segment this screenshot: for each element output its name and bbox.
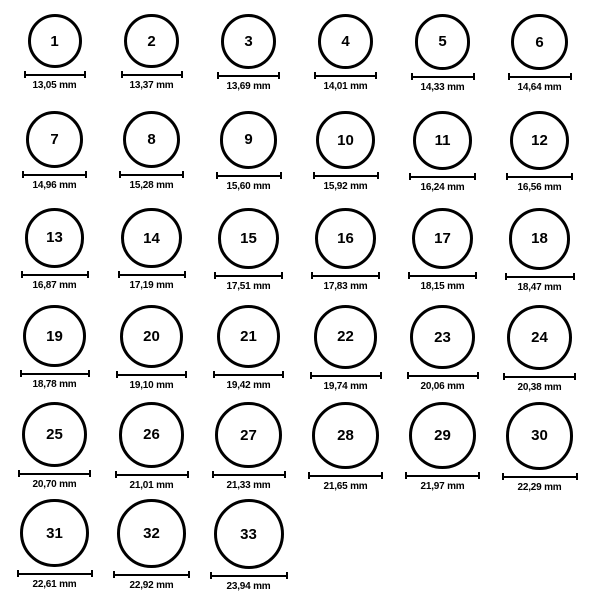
ring-size-cell (103, 402, 200, 499)
diameter-label: 18,78 mm (32, 379, 77, 391)
dimension-span-icon (314, 75, 377, 77)
ring-size-number: 22 (337, 328, 354, 346)
diameter-dimension (313, 172, 379, 192)
dimension-tick-right-icon (280, 172, 282, 179)
ring-circle (215, 402, 281, 468)
diameter-dimension (21, 271, 89, 291)
dimension-line (308, 472, 383, 479)
dimension-span-icon (506, 176, 573, 178)
dimension-span-icon (407, 375, 479, 377)
ring-size-cell (394, 14, 491, 111)
ring-size-row (6, 499, 594, 596)
diameter-label: 13,69 mm (226, 80, 271, 92)
diameter-dimension (116, 371, 187, 391)
ring-size-number: 32 (143, 524, 160, 542)
ring-size-cell (297, 111, 394, 208)
ring-size-cell (297, 305, 394, 402)
ring-circle (124, 14, 178, 68)
diameter-label: 16,87 mm (32, 279, 77, 291)
dimension-span-icon (213, 374, 284, 376)
dimension-line (212, 471, 286, 478)
diameter-label: 21,01 mm (129, 479, 174, 491)
ring-size-cell (200, 208, 297, 305)
ring-size-number: 20 (143, 327, 160, 345)
diameter-dimension (408, 272, 477, 292)
dimension-line (17, 570, 93, 577)
diameter-label: 19,10 mm (129, 379, 174, 391)
ring-circle (315, 208, 376, 269)
ring-size-cell (491, 14, 588, 111)
dimension-tick-right-icon (284, 471, 286, 478)
ring-circle (25, 208, 85, 268)
diameter-dimension (212, 471, 286, 491)
dimension-tick-right-icon (89, 470, 91, 477)
dimension-span-icon (119, 174, 184, 176)
ring-size-number: 24 (531, 328, 548, 346)
ring-size-cell (297, 208, 394, 305)
diameter-label: 17,19 mm (129, 280, 174, 292)
dimension-tick-right-icon (282, 371, 284, 378)
diameter-dimension (505, 273, 575, 293)
ring-size-cell (200, 305, 297, 402)
ring-circle (316, 111, 374, 169)
ring-circle (509, 208, 571, 270)
ring-circle (314, 305, 378, 369)
dimension-tick-right-icon (377, 172, 379, 179)
diameter-dimension (121, 71, 183, 91)
dimension-span-icon (212, 474, 286, 476)
ring-circle (220, 111, 278, 169)
ring-size-number: 21 (240, 328, 257, 346)
dimension-span-icon (115, 474, 189, 476)
ring-size-row (6, 14, 594, 111)
ring-size-cell (394, 305, 491, 402)
ring-size-number: 27 (240, 426, 257, 444)
ring-size-cell (200, 111, 297, 208)
diameter-dimension (310, 372, 382, 392)
dimension-tick-right-icon (286, 572, 288, 579)
dimension-tick-right-icon (381, 472, 383, 479)
dimension-line (113, 571, 190, 578)
diameter-dimension (506, 173, 573, 193)
ring-circle (507, 305, 572, 370)
ring-circle (23, 305, 85, 367)
dimension-tick-right-icon (571, 173, 573, 180)
ring-size-number: 4 (341, 33, 350, 51)
ring-size-cell (394, 111, 491, 208)
dimension-tick-right-icon (375, 72, 377, 79)
ring-circle (119, 402, 185, 468)
ring-size-cell (103, 111, 200, 208)
dimension-span-icon (408, 275, 477, 277)
ring-circle (123, 111, 180, 168)
ring-circle (415, 14, 471, 70)
dimension-tick-right-icon (380, 372, 382, 379)
dimension-line (408, 272, 477, 279)
diameter-label: 23,94 mm (226, 581, 271, 592)
diameter-dimension (411, 73, 475, 93)
dimension-tick-right-icon (87, 271, 89, 278)
ring-size-cell (491, 111, 588, 208)
dimension-line (310, 372, 382, 379)
dimension-span-icon (508, 76, 572, 78)
dimension-span-icon (503, 376, 576, 378)
diameter-label: 18,47 mm (517, 281, 562, 293)
diameter-label: 22,29 mm (517, 481, 562, 493)
ring-circle (218, 208, 279, 269)
ring-size-cell (297, 14, 394, 111)
diameter-dimension (405, 472, 480, 492)
ring-size-cell (491, 305, 588, 402)
ring-size-number: 31 (46, 524, 63, 542)
diameter-dimension (18, 470, 91, 490)
dimension-line (407, 372, 479, 379)
dimension-tick-right-icon (187, 471, 189, 478)
ring-circle (410, 305, 474, 369)
diameter-label: 19,74 mm (323, 380, 368, 392)
dimension-line (24, 71, 86, 78)
dimension-tick-right-icon (188, 571, 190, 578)
diameter-label: 22,61 mm (32, 579, 77, 591)
dimension-span-icon (17, 573, 93, 575)
diameter-label: 15,92 mm (323, 181, 368, 193)
ring-size-row (6, 305, 594, 402)
dimension-span-icon (502, 476, 578, 478)
ring-circle (409, 402, 476, 469)
dimension-tick-right-icon (84, 71, 86, 78)
ring-circle (214, 499, 284, 569)
dimension-line (213, 371, 284, 378)
ring-size-row (6, 402, 594, 499)
ring-circle (511, 14, 567, 70)
ring-size-cell (491, 208, 588, 305)
dimension-line (18, 470, 91, 477)
dimension-span-icon (118, 274, 186, 276)
ring-size-cell (6, 111, 103, 208)
ring-size-cell (103, 499, 200, 596)
ring-size-number: 9 (244, 131, 253, 149)
dimension-line (214, 272, 283, 279)
dimension-line (506, 173, 573, 180)
diameter-label: 18,15 mm (420, 281, 465, 293)
ring-size-cell (200, 402, 297, 499)
diameter-label: 22,92 mm (129, 579, 174, 591)
ring-size-number: 11 (434, 131, 451, 149)
ring-size-cell (200, 14, 297, 111)
ring-circle (28, 14, 82, 68)
ring-size-number: 12 (531, 132, 548, 150)
diameter-label: 21,97 mm (420, 481, 465, 493)
dimension-line (503, 373, 576, 380)
ring-circle (221, 14, 276, 69)
diameter-dimension (113, 571, 190, 591)
dimension-tick-right-icon (475, 272, 477, 279)
ring-size-number: 1 (50, 32, 59, 50)
diameter-label: 20,06 mm (420, 381, 465, 393)
dimension-line (508, 73, 572, 80)
diameter-dimension (508, 73, 572, 93)
diameter-dimension (409, 173, 476, 193)
dimension-line (116, 371, 187, 378)
ring-size-number: 33 (240, 525, 257, 543)
diameter-label: 14,01 mm (323, 81, 368, 93)
ring-size-cell (103, 305, 200, 402)
dimension-span-icon (308, 475, 383, 477)
diameter-label: 15,60 mm (226, 180, 271, 192)
ring-circle (510, 111, 569, 170)
dimension-line (119, 171, 184, 178)
ring-circle (117, 499, 186, 568)
ring-size-number: 26 (143, 426, 160, 444)
dimension-tick-right-icon (181, 71, 183, 78)
dimension-line (505, 273, 575, 280)
dimension-line (210, 572, 288, 579)
dimension-span-icon (18, 473, 91, 475)
ring-size-cell (491, 402, 588, 499)
ring-size-number: 30 (531, 427, 548, 445)
ring-circle (121, 208, 181, 268)
diameter-dimension (24, 71, 86, 91)
ring-size-number: 19 (46, 327, 63, 345)
ring-size-number: 18 (531, 230, 548, 248)
ring-size-number: 13 (46, 229, 63, 247)
dimension-line (216, 172, 282, 179)
dimension-line (118, 271, 186, 278)
dimension-span-icon (405, 475, 480, 477)
ring-size-cell (200, 499, 297, 596)
diameter-label: 13,05 mm (32, 80, 77, 91)
ring-size-number: 17 (434, 230, 451, 248)
diameter-dimension (17, 570, 93, 590)
ring-circle (120, 305, 183, 368)
ring-size-cell (6, 305, 103, 402)
diameter-label: 17,51 mm (226, 280, 271, 292)
ring-size-row (6, 208, 594, 305)
dimension-tick-right-icon (278, 72, 280, 79)
ring-size-number: 29 (434, 427, 451, 445)
diameter-label: 16,56 mm (517, 182, 562, 194)
dimension-span-icon (311, 275, 380, 277)
dimension-line (409, 173, 476, 180)
dimension-tick-right-icon (478, 472, 480, 479)
dimension-tick-right-icon (474, 173, 476, 180)
ring-size-cell (6, 499, 103, 596)
ring-circle (506, 402, 574, 470)
diameter-label: 19,42 mm (226, 380, 271, 392)
dimension-span-icon (116, 374, 187, 376)
ring-circle (412, 208, 473, 269)
ring-size-number: 5 (438, 33, 447, 51)
ring-size-number: 28 (337, 426, 354, 444)
dimension-span-icon (409, 176, 476, 178)
ring-size-number: 16 (337, 230, 354, 247)
dimension-tick-right-icon (477, 372, 479, 379)
dimension-span-icon (217, 75, 280, 77)
ring-size-cell (297, 402, 394, 499)
dimension-line (115, 471, 189, 478)
ring-size-cell (394, 208, 491, 305)
ring-size-row (6, 111, 594, 208)
diameter-dimension (210, 572, 288, 592)
ring-size-number: 25 (46, 426, 63, 444)
diameter-label: 21,65 mm (323, 480, 368, 492)
diameter-dimension (503, 373, 576, 393)
diameter-label: 20,70 mm (32, 479, 77, 491)
ring-circle (26, 111, 83, 168)
ring-size-cell (6, 208, 103, 305)
dimension-tick-right-icon (570, 73, 572, 80)
ring-size-number: 2 (147, 32, 156, 50)
ring-circle (318, 14, 373, 69)
dimension-tick-right-icon (88, 370, 90, 377)
diameter-dimension (118, 271, 186, 291)
diameter-dimension (216, 172, 282, 192)
ring-size-cell (6, 402, 103, 499)
ring-size-cell (6, 14, 103, 111)
ring-size-number: 3 (244, 32, 253, 50)
diameter-dimension (407, 372, 479, 392)
dimension-span-icon (121, 74, 183, 76)
dimension-tick-right-icon (574, 373, 576, 380)
diameter-dimension (214, 272, 283, 292)
dimension-span-icon (310, 375, 382, 377)
dimension-tick-right-icon (573, 273, 575, 280)
dimension-span-icon (505, 276, 575, 278)
ring-circle (217, 305, 280, 368)
diameter-label: 13,37 mm (129, 80, 174, 92)
dimension-tick-right-icon (473, 73, 475, 80)
ring-size-cell (394, 402, 491, 499)
diameter-label: 21,33 mm (226, 480, 271, 492)
ring-circle (413, 111, 472, 170)
diameter-label: 16,24 mm (420, 181, 465, 193)
dimension-tick-right-icon (184, 271, 186, 278)
dimension-tick-right-icon (182, 171, 184, 178)
diameter-dimension (217, 72, 280, 92)
dimension-span-icon (313, 175, 379, 177)
diameter-label: 17,83 mm (323, 281, 368, 293)
dimension-tick-right-icon (378, 272, 380, 279)
diameter-label: 14,33 mm (420, 81, 465, 93)
diameter-label: 14,96 mm (32, 179, 77, 191)
dimension-tick-right-icon (91, 570, 93, 577)
diameter-dimension (115, 471, 189, 491)
dimension-line (217, 72, 280, 79)
ring-size-number: 6 (535, 33, 544, 51)
dimension-tick-right-icon (576, 473, 578, 480)
diameter-dimension (20, 370, 90, 390)
diameter-dimension (119, 171, 184, 191)
ring-circle (20, 499, 88, 567)
dimension-span-icon (411, 76, 475, 78)
dimension-span-icon (216, 175, 282, 177)
diameter-label: 14,64 mm (517, 82, 562, 94)
ring-circle (312, 402, 379, 469)
dimension-tick-right-icon (85, 171, 87, 178)
diameter-dimension (314, 72, 377, 92)
ring-size-number: 14 (143, 229, 160, 247)
dimension-span-icon (24, 74, 86, 76)
dimension-line (311, 272, 380, 279)
diameter-dimension (308, 472, 383, 492)
diameter-label: 20,38 mm (517, 381, 562, 393)
ring-size-cell (103, 14, 200, 111)
dimension-line (20, 370, 90, 377)
dimension-span-icon (20, 373, 90, 375)
diameter-label: 15,28 mm (129, 180, 174, 192)
ring-size-number: 15 (240, 229, 257, 247)
dimension-span-icon (22, 174, 87, 176)
dimension-span-icon (113, 574, 190, 576)
dimension-line (314, 72, 377, 79)
dimension-tick-right-icon (281, 272, 283, 279)
ring-size-number: 23 (434, 328, 451, 346)
dimension-line (21, 271, 89, 278)
dimension-line (121, 71, 183, 78)
ring-size-cell (103, 208, 200, 305)
dimension-line (411, 73, 475, 80)
dimension-line (502, 473, 578, 480)
ring-size-number: 7 (50, 130, 59, 148)
ring-circle (22, 402, 87, 467)
dimension-line (405, 472, 480, 479)
dimension-line (313, 172, 379, 179)
dimension-span-icon (21, 274, 89, 276)
diameter-dimension (502, 473, 578, 493)
diameter-dimension (22, 171, 87, 191)
ring-size-number: 10 (337, 131, 354, 149)
diameter-dimension (213, 371, 284, 391)
diameter-dimension (311, 272, 380, 292)
dimension-tick-right-icon (185, 371, 187, 378)
ring-size-number: 8 (147, 131, 156, 149)
dimension-line (22, 171, 87, 178)
dimension-span-icon (210, 575, 288, 577)
dimension-span-icon (214, 275, 283, 277)
